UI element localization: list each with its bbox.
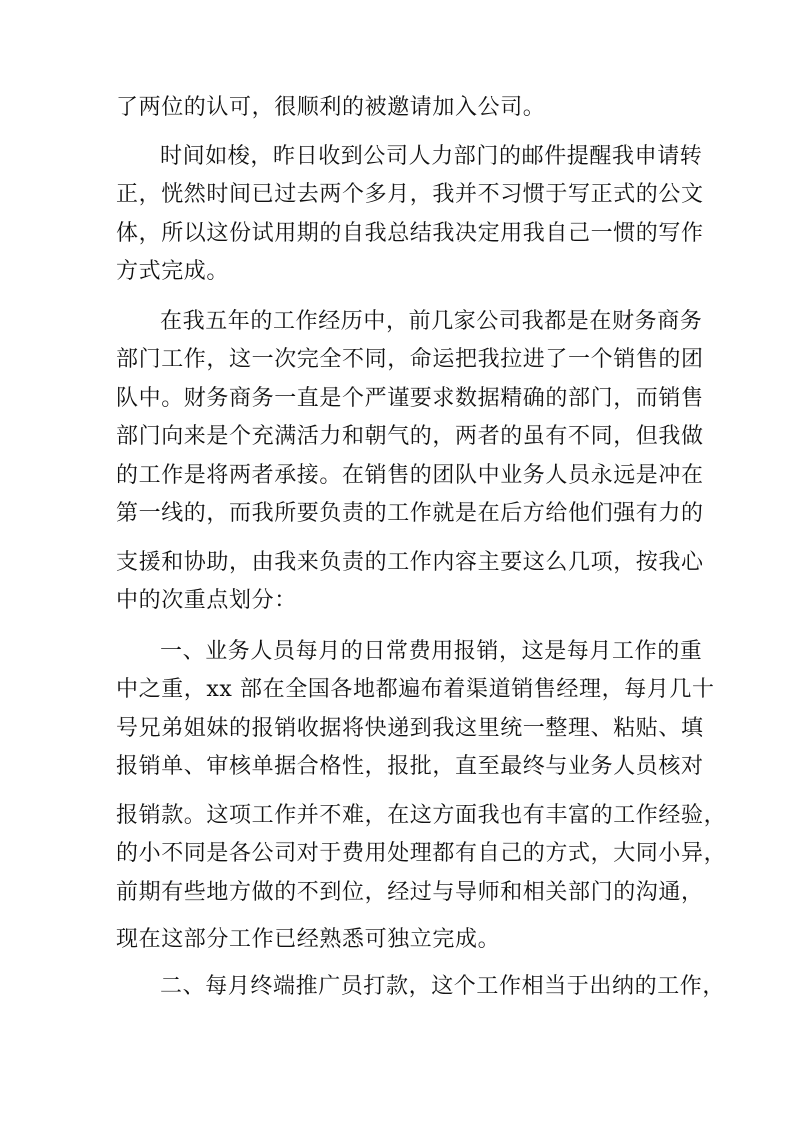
text-line: 方式完成。 xyxy=(116,259,230,284)
text-line: 中的次重点划分： xyxy=(116,588,297,613)
text-line: 时间如梭，昨日收到公司人力部门的邮件提醒我申请转 xyxy=(160,144,703,169)
text-line: 现在这部分工作已经熟悉可独立完成。 xyxy=(116,927,501,952)
text-line: 的小不同是各公司对于费用处理都有自己的方式，大同小异， xyxy=(116,841,727,866)
text-line: 第一线的，而我所要负责的工作就是在后方给他们强有力的 xyxy=(116,501,704,526)
text-line: 队中。财务商务一直是个严谨要求数据精确的部门，而销售 xyxy=(116,386,704,411)
text-line: 一、业务人员每月的日常费用报销，这是每月工作的重 xyxy=(160,639,703,664)
text-line: 报销款。这项工作并不难，在这方面我也有丰富的工作经验， xyxy=(116,803,727,828)
text-line: 部门工作，这一次完全不同，命运把我拉进了一个销售的团 xyxy=(116,347,704,372)
text-line: 正，恍然时间已过去两个多月，我并不习惯于写正式的公文 xyxy=(116,182,704,207)
text-line: 支援和协助，由我来负责的工作内容主要这么几项，按我心 xyxy=(116,550,704,575)
text-line: 的工作是将两者承接。在销售的团队中业务人员永远是冲在 xyxy=(116,463,704,488)
text-line: 了两位的认可，很顺利的被邀请加入公司。 xyxy=(116,95,546,120)
text-line: 部门向来是个充满活力和朝气的，两者的虽有不同，但我做 xyxy=(116,424,704,449)
text-line: 号兄弟姐妹的报销收据将快递到我这里统一整理、粘贴、填 xyxy=(116,716,704,741)
text-line: 二、每月终端推广员打款，这个工作相当于出纳的工作， xyxy=(160,974,726,999)
text-line: 报销单、审核单据合格性，报批，直至最终与业务人员核对 xyxy=(116,754,704,779)
text-line: 在我五年的工作经历中，前几家公司我都是在财务商务 xyxy=(160,309,703,334)
text-line: 中之重，xx 部在全国各地都遍布着渠道销售经理，每月几十 xyxy=(116,677,715,702)
text-line: 前期有些地方做的不到位，经过与导师和相关部门的沟通， xyxy=(116,880,704,905)
text-line: 体，所以这份试用期的自我总结我决定用我自己一惯的写作 xyxy=(116,221,704,246)
